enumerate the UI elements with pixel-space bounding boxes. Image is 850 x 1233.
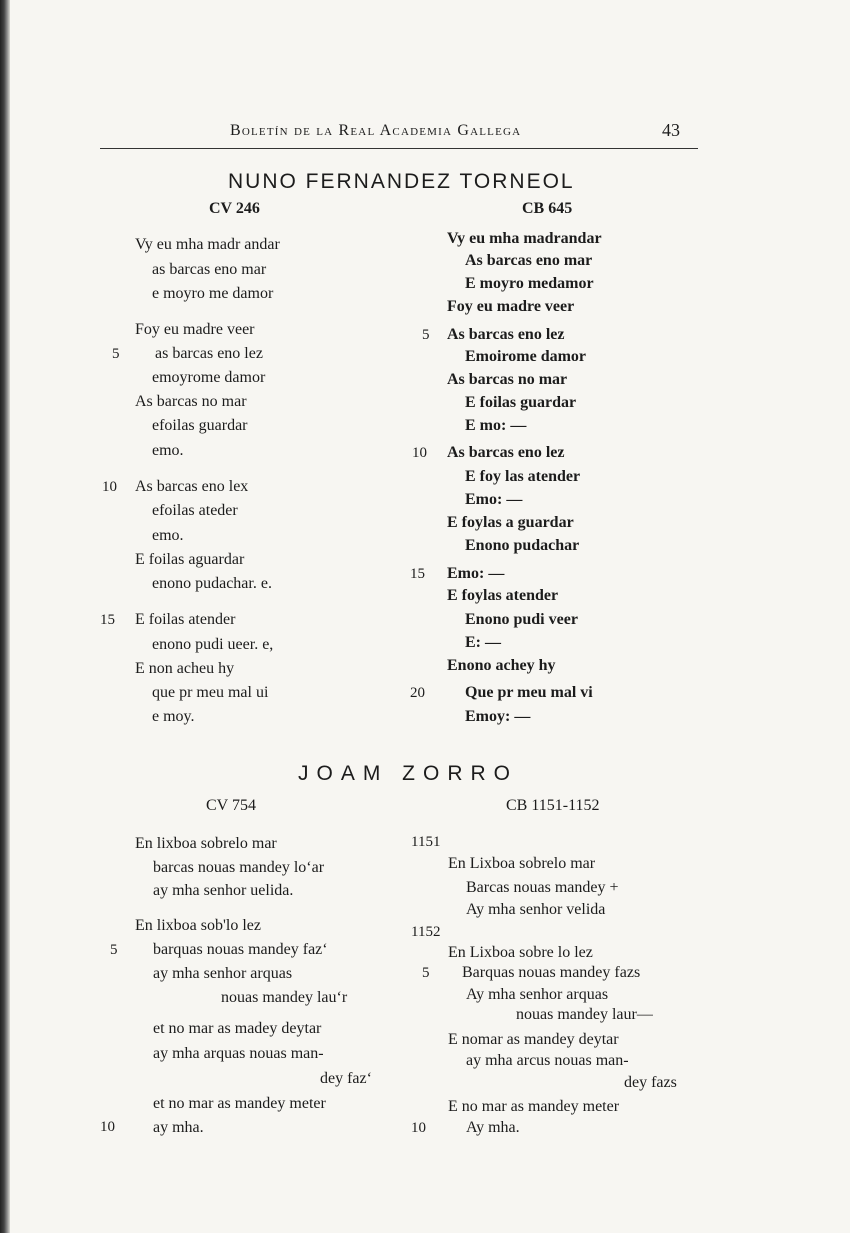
poem1-left-line: as barcas eno lez — [155, 345, 263, 362]
poem1-right-line: Emo: — — [447, 565, 505, 582]
poem2-right-source: CB 1151-1152 — [506, 797, 600, 814]
poem2-left-line: barcas nouas mandey lo‘ar — [153, 859, 325, 876]
poem1-left-line: e moy. — [152, 708, 195, 725]
poem1-author: NUNO FERNANDEZ TORNEOL — [228, 170, 575, 193]
poem1-left-line-number: 15 — [100, 612, 115, 628]
poem1-right-line: As barcas no mar — [447, 371, 568, 388]
poem1-left-line: Vy eu mha madr andar — [135, 236, 280, 253]
poem2-right-line: En Lixboa sobre lo lez — [448, 944, 593, 961]
poem1-left-line: E foilas aguardar — [135, 551, 245, 568]
poem1-left-line-number: 5 — [112, 346, 120, 362]
poem1-right-line: As barcas eno lez — [447, 326, 565, 343]
page-number: 43 — [662, 120, 680, 140]
poem1-right-line: Emoirome damor — [465, 348, 587, 365]
book-binding-edge — [0, 0, 10, 1233]
poem2-right-line: Barquas nouas mandey fazs — [462, 964, 641, 981]
poem2-right-line: dey fazs — [624, 1074, 677, 1091]
running-header — [100, 118, 698, 149]
poem1-right-line: E mo: — — [465, 417, 527, 434]
poem2-right-line: ay mha arcus nouas man- — [466, 1052, 629, 1069]
poem2-left-line: et no mar as madey deytar — [153, 1020, 322, 1037]
poem2-left-line: ay mha. — [153, 1119, 204, 1136]
poem2-right-line: Ay mha senhor velida — [466, 901, 606, 918]
poem1-left-line: efoilas ateder — [152, 502, 238, 519]
poem2-right-line-number: 10 — [411, 1120, 426, 1136]
poem1-right-line: E: — — [465, 634, 501, 651]
poem2-left-line: et no mar as mandey meter — [153, 1095, 326, 1112]
poem1-right-line-number: 15 — [410, 566, 425, 582]
poem1-right-line: Foy eu madre veer — [447, 298, 575, 315]
poem1-right-line-number: 10 — [412, 445, 427, 461]
poem2-right-line: Barcas nouas mandey + — [466, 879, 619, 896]
poem1-left-line: enono pudachar. e. — [152, 575, 272, 592]
poem2-right-cantiga-number: 1151 — [411, 834, 441, 850]
poem2-right-line: Ay mha senhor arquas — [466, 986, 609, 1003]
poem1-left-line: emoyrome damor — [152, 369, 266, 386]
poem1-left-source: CV 246 — [209, 200, 260, 217]
poem1-right-line: Vy eu mha madrandar — [447, 230, 602, 247]
poem1-left-line: As barcas no mar — [135, 393, 247, 410]
poem2-right-line-number: 5 — [422, 965, 430, 981]
poem1-left-line: enono pudi ueer. e, — [152, 636, 274, 653]
poem1-right-line: Enono pudi veer — [465, 611, 578, 628]
poem1-left-line: as barcas eno mar — [152, 261, 267, 278]
poem1-left-line: efoilas guardar — [152, 417, 248, 434]
poem1-right-line: E foylas a guardar — [447, 514, 574, 531]
poem1-right-line-number: 20 — [410, 685, 425, 701]
poem2-left-line: En lixboa sob'lo lez — [135, 917, 261, 934]
journal-title: Boletín de la Real Academia Gallega — [230, 122, 522, 139]
poem2-left-line: ay mha arquas nouas man- — [153, 1045, 324, 1062]
poem2-author: JOAM ZORRO — [298, 762, 518, 785]
poem1-left-line: E foilas atender — [135, 611, 236, 628]
poem2-right-line: E no mar as mandey meter — [448, 1098, 620, 1115]
poem1-left-line: que pr meu mal ui — [152, 684, 269, 701]
poem1-right-line: Que pr meu mal vi — [465, 684, 593, 701]
poem1-right-line: Emoy: — — [465, 708, 531, 725]
poem1-right-line: Emo: — — [465, 491, 523, 508]
poem2-left-line: dey faz‘ — [320, 1070, 372, 1087]
poem2-left-line: En lixboa sobrelo mar — [135, 835, 277, 852]
poem1-left-line: emo. — [152, 442, 184, 459]
poem1-right-line: As barcas eno lez — [447, 444, 565, 461]
poem1-left-line-number: 10 — [102, 479, 117, 495]
poem1-right-line: Enono pudachar — [465, 537, 580, 554]
poem2-left-line: ay mha senhor uelida. — [153, 882, 294, 899]
poem2-left-source: CV 754 — [206, 797, 256, 814]
poem1-right-line: E foilas guardar — [465, 394, 577, 411]
poem1-left-line: e moyro me damor — [152, 285, 274, 302]
poem2-right-line: En Lixboa sobrelo mar — [448, 855, 596, 872]
poem2-left-line: barquas nouas mandey faz‘ — [153, 941, 328, 958]
poem1-right-line: E foylas atender — [447, 587, 559, 604]
poem1-right-line: As barcas eno mar — [465, 252, 593, 269]
poem2-left-line: ay mha senhor arquas — [153, 965, 293, 982]
poem1-left-line: E non acheu hy — [135, 660, 235, 677]
poem2-left-line: nouas mandey lau‘r — [221, 989, 348, 1006]
poem1-right-line-number: 5 — [422, 327, 430, 343]
poem2-right-line: nouas mandey laur— — [516, 1006, 653, 1023]
poem2-left-line-number: 10 — [100, 1119, 115, 1135]
poem2-right-cantiga-number: 1152 — [411, 924, 441, 940]
poem1-right-source: CB 645 — [522, 200, 573, 217]
poem2-left-line-number: 5 — [110, 942, 118, 958]
poem1-left-line: emo. — [152, 527, 184, 544]
poem2-right-line: Ay mha. — [466, 1119, 520, 1136]
poem1-right-line: Enono achey hy — [447, 657, 556, 674]
poem1-left-line: Foy eu madre veer — [135, 321, 255, 338]
poem2-right-line: E nomar as mandey deytar — [448, 1031, 619, 1048]
poem1-right-line: E moyro medamor — [465, 275, 594, 292]
poem1-left-line: As barcas eno lex — [135, 478, 249, 495]
poem1-right-line: E foy las atender — [465, 468, 581, 485]
